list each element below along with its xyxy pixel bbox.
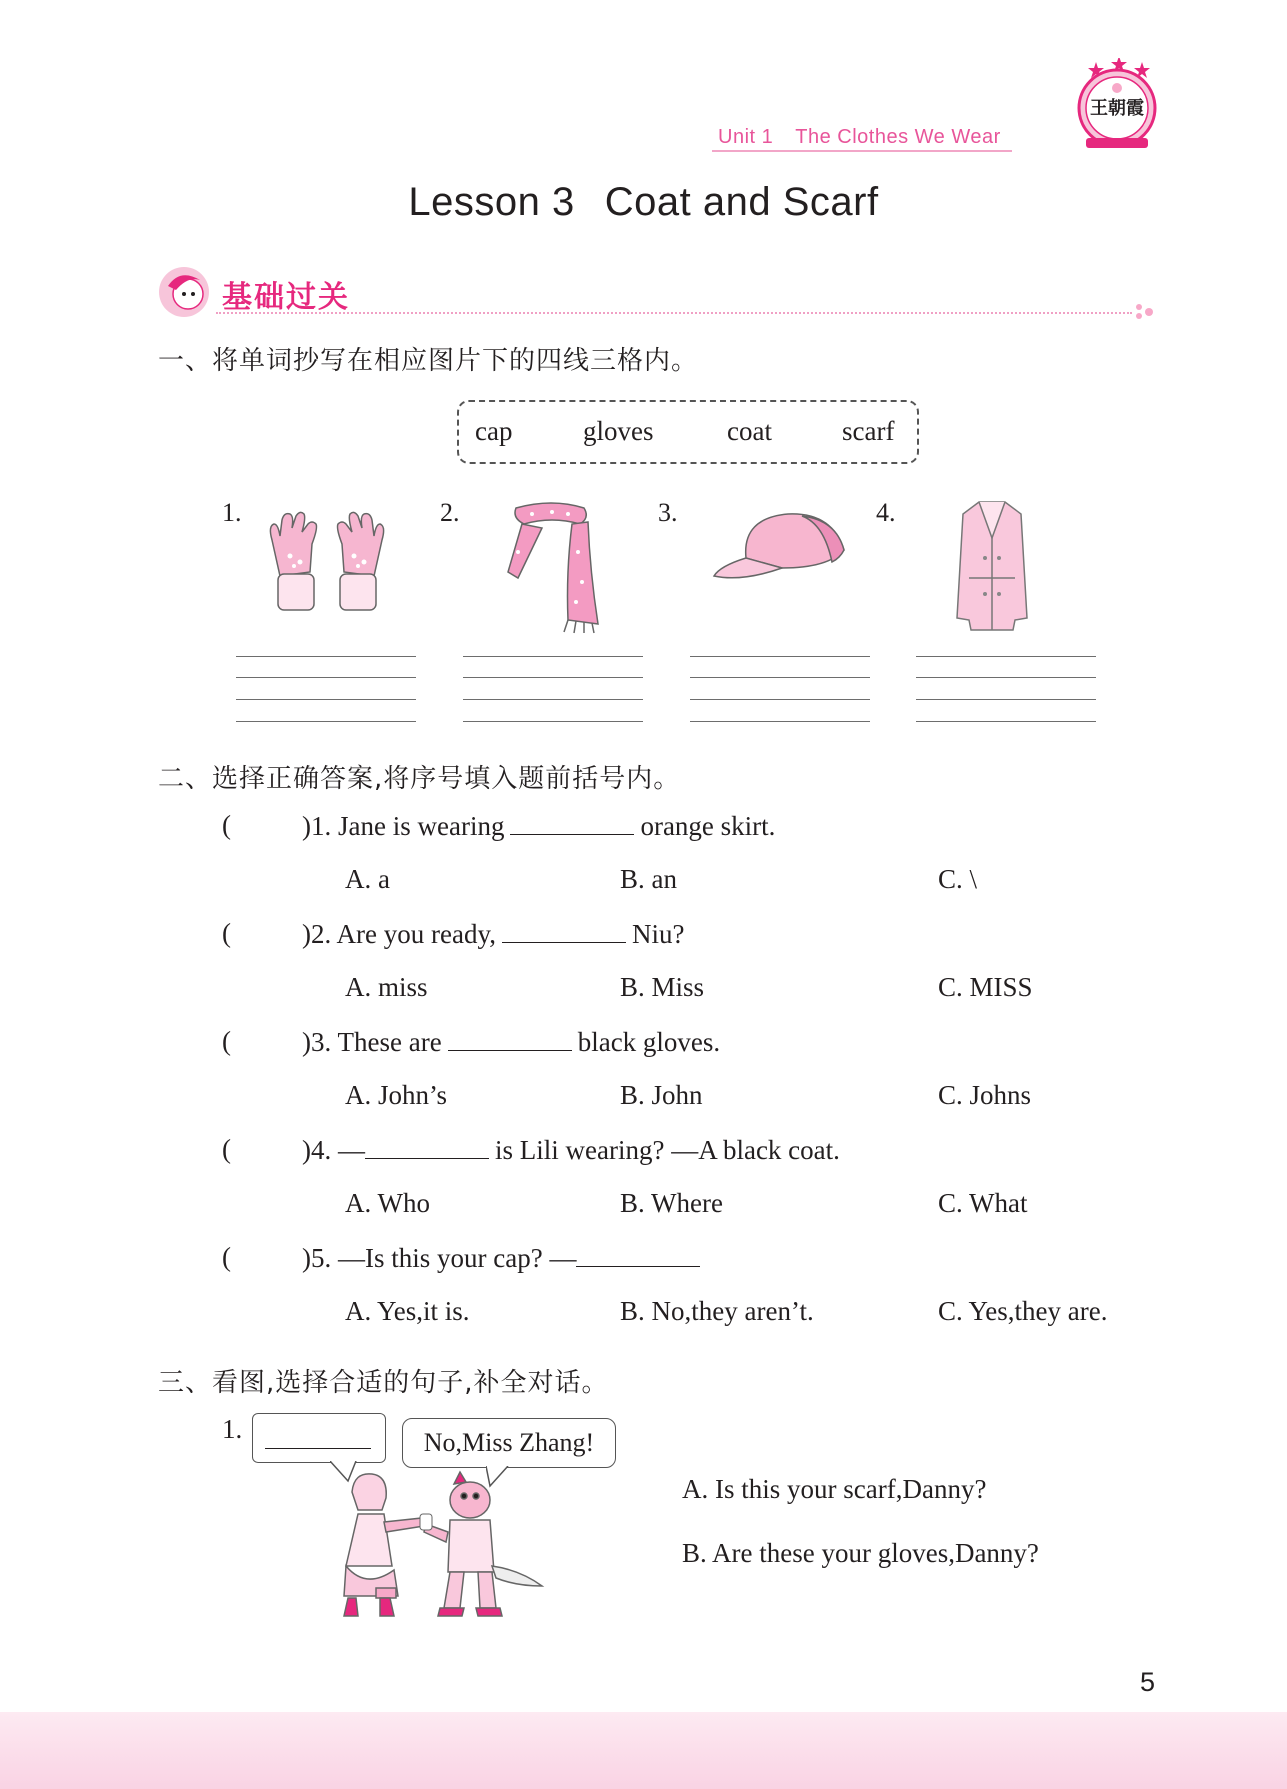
answer-paren[interactable]: ( — [222, 918, 231, 948]
lesson-title — [0, 180, 1287, 225]
sentence-option-b: B. Are these your gloves,Danny? — [682, 1538, 1039, 1568]
option-a: A. Who — [345, 1188, 430, 1218]
word-scarf: scarf — [842, 416, 895, 446]
question-text: Niu? — [631, 919, 685, 949]
option-a: A. John’s — [345, 1080, 448, 1110]
bottom-band — [0, 1712, 1287, 1789]
question-text: is Lili wearing? —A black coat. — [495, 1135, 840, 1165]
option-b: B. John — [620, 1080, 703, 1110]
option-a: A. a — [345, 864, 390, 894]
section-dots-icon — [1134, 303, 1158, 326]
sentence-option-a: A. Is this your scarf,Danny? — [682, 1474, 987, 1504]
picture-number: 3. — [658, 498, 678, 527]
four-line-grid[interactable] — [463, 656, 643, 722]
scarf-icon — [502, 502, 608, 639]
option-c: C. \ — [938, 864, 978, 894]
question-text: —Is this your cap? — — [338, 1243, 577, 1273]
unit-header — [718, 126, 1001, 149]
option-b: B. Miss — [620, 972, 705, 1002]
section-title: 基础过关 — [222, 280, 350, 315]
word-gloves: gloves — [583, 416, 654, 446]
question-text: black gloves. — [577, 1027, 721, 1057]
word-cap: cap — [475, 416, 513, 446]
header-rule — [712, 150, 1012, 152]
four-line-grid[interactable] — [236, 656, 416, 722]
picture-number: 4. — [876, 498, 896, 527]
question-text: — — [338, 1135, 365, 1165]
question-number: )4. — [302, 1135, 332, 1165]
question-text: These are — [337, 1027, 442, 1057]
picture-number: 1. — [222, 498, 242, 527]
cap-icon — [712, 510, 848, 591]
question-3 — [302, 1026, 720, 1058]
question-1 — [302, 810, 775, 842]
option-b: B. Where — [620, 1188, 723, 1218]
question-number: )5. — [302, 1243, 332, 1273]
answer-blank[interactable] — [265, 1448, 371, 1449]
question-number: )3. — [302, 1027, 332, 1057]
four-line-grid[interactable] — [916, 656, 1096, 722]
question-number: )2. — [302, 919, 332, 949]
coat-icon — [955, 498, 1029, 637]
logo-text: 王朝霞 — [1090, 98, 1144, 119]
unit-label: Unit 1 — [718, 126, 774, 148]
unit-title: The Clothes We Wear — [795, 126, 1001, 148]
answer-blank[interactable] — [576, 1242, 700, 1267]
question-2 — [302, 918, 684, 950]
question-text: Jane is wearing — [338, 811, 505, 841]
question-4 — [302, 1134, 840, 1166]
part2-heading: 二、选择正确答案,将序号填入题前括号内。 — [158, 764, 681, 794]
part1-heading: 一、将单词抄写在相应图片下的四线三格内。 — [158, 346, 699, 376]
page-number: 5 — [1140, 1667, 1156, 1697]
dialogue-number: 1. — [222, 1414, 243, 1444]
option-c: C. Yes,they are. — [938, 1296, 1108, 1326]
brand-logo — [1072, 58, 1162, 154]
option-c: C. MISS — [938, 972, 1033, 1002]
bubble-text: No,Miss Zhang! — [423, 1428, 595, 1457]
question-number: )1. — [302, 811, 332, 841]
option-b: B. an — [620, 864, 677, 894]
lesson-name: Coat and Scarf — [604, 180, 879, 224]
four-line-grid[interactable] — [690, 656, 870, 722]
picture-number: 2. — [440, 498, 460, 527]
answer-paren[interactable]: ( — [222, 810, 231, 840]
answer-paren[interactable]: ( — [222, 1242, 231, 1272]
speech-bubble-right — [402, 1418, 616, 1468]
option-a: A. miss — [345, 972, 428, 1002]
answer-blank[interactable] — [510, 810, 634, 835]
question-5 — [302, 1242, 706, 1274]
question-text: Are you ready, — [336, 919, 496, 949]
option-c: C. What — [938, 1188, 1028, 1218]
part3-heading: 三、看图,选择合适的句子,补全对话。 — [158, 1368, 609, 1398]
option-a: A. Yes,it is. — [345, 1296, 470, 1326]
answer-blank[interactable] — [365, 1134, 489, 1159]
answer-paren[interactable]: ( — [222, 1134, 231, 1164]
mascot-icon — [158, 266, 210, 318]
lesson-number: Lesson 3 — [408, 180, 575, 224]
section-rule — [216, 312, 1132, 314]
gloves-icon — [262, 506, 392, 623]
answer-paren[interactable]: ( — [222, 1026, 231, 1056]
option-b: B. No,they aren’t. — [620, 1296, 814, 1326]
speech-bubble-left — [252, 1413, 386, 1463]
word-coat: coat — [727, 416, 772, 446]
option-c: C. Johns — [938, 1080, 1032, 1110]
question-text: orange skirt. — [640, 811, 776, 841]
answer-blank[interactable] — [502, 918, 626, 943]
answer-blank[interactable] — [448, 1026, 572, 1051]
dialogue-illustration — [336, 1470, 550, 1627]
